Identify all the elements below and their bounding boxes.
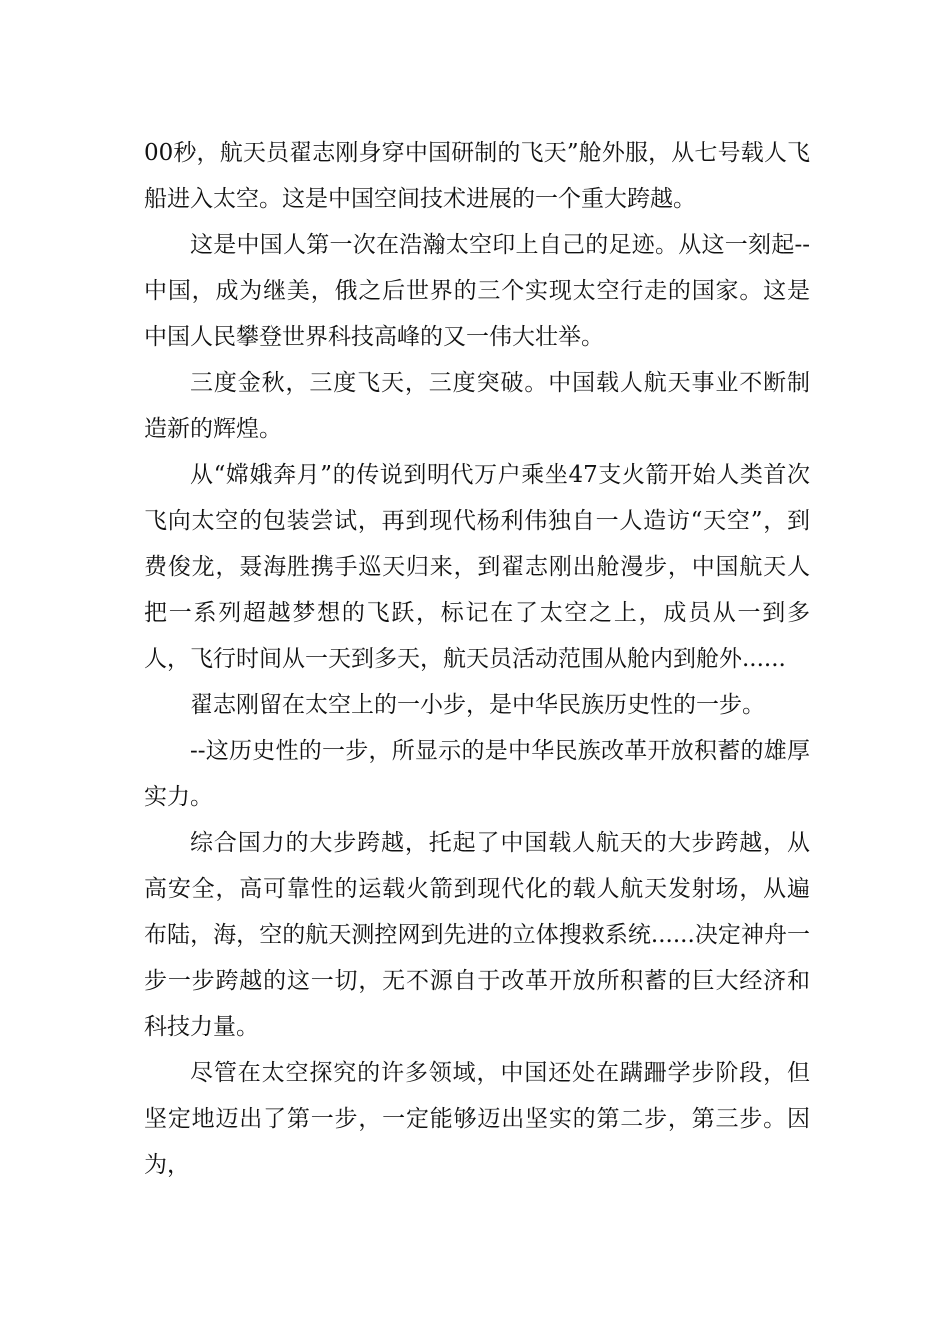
paragraph-7: 综合国力的大步跨越，托起了中国载人航天的大步跨越，从高安全，高可靠性的运载火箭到现代化的载人航天发射场，从遍布陆，海，空的航天测控网到先进的立体搜救系统......决定神舟一步一步跨越的这一切，无不源自于改革开放所积蓄的巨大经济和科技力量。: [144, 830, 810, 1040]
paragraph-1: 00秒，航天员翟志刚身穿中国研制的飞天”舱外服，从七号载人飞船进入太空。这是中国空间技术进展的一个重大跨越。: [144, 140, 810, 212]
document-body: [144, 130, 810, 1188]
paragraph-2: 这是中国人第一次在浩瀚太空印上自己的足迹。从这一刻起--中国，成为继美，俄之后世界的三个实现太空行走的国家。这是中国人民攀登世界科技高峰的又一伟大壮举。: [144, 232, 810, 350]
paragraph-4: 从“嫦娥奔月”的传说到明代万户乘坐47支火箭开始人类首次飞向太空的包装尝试，再到现代杨利伟独自一人造访“天空”，到费俊龙，聂海胜携手巡天归来，到翟志刚出舱漫步，中国航天人把一系列超越梦想的飞跃，标记在了太空之上，成员从一到多人，飞行时间从一天到多天，航天员活动范围从舱内到舱外......: [144, 462, 810, 672]
paragraph-5: 翟志刚留在太空上的一小步，是中华民族历史性的一步。: [190, 692, 765, 718]
paragraph-6: --这历史性的一步，所显示的是中华民族改革开放积蓄的雄厚实力。: [144, 738, 810, 810]
paragraph-8: 尽管在太空探究的许多领域，中国还处在蹒跚学步阶段，但坚定地迈出了第一步，一定能够迈出坚实的第二步，第三步。因为，: [144, 1060, 810, 1178]
paragraph-3: 三度金秋，三度飞天，三度突破。中国载人航天事业不断制造新的辉煌。: [144, 370, 810, 442]
